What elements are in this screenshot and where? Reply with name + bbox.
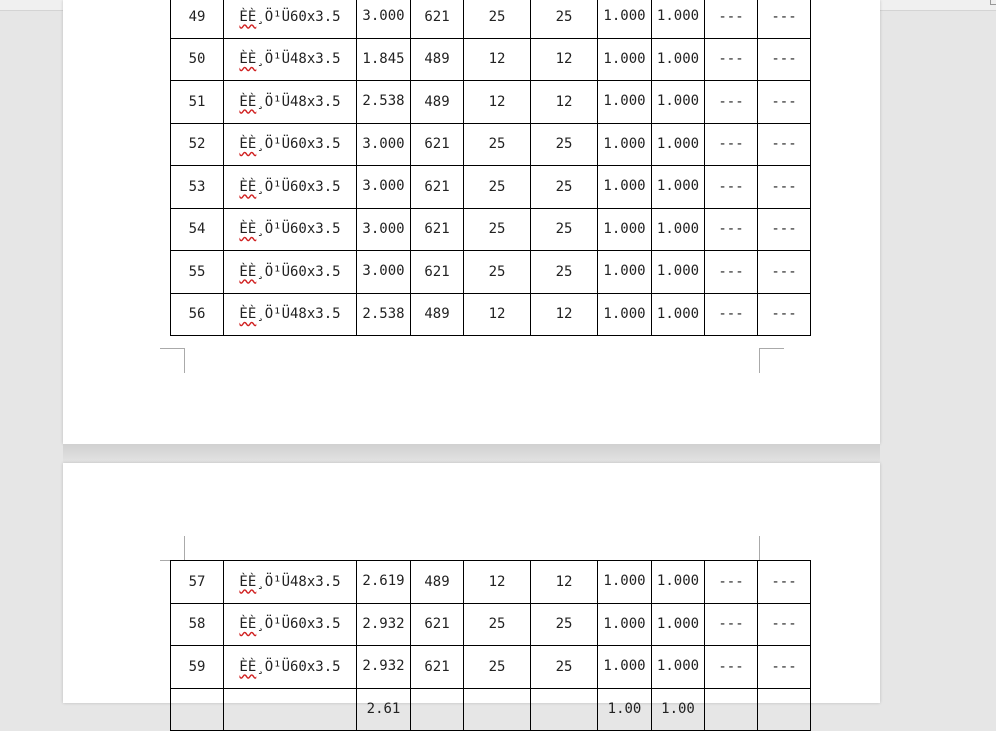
weight-cell: 489 — [424, 573, 450, 590]
weight-cell: 621 — [424, 8, 450, 25]
row-number-cell: 55 — [188, 263, 206, 280]
empty-value-cell: --- — [771, 306, 797, 323]
member-type-prefix: ÈÈ — [239, 8, 257, 25]
member-type-prefix: ÈÈ — [239, 263, 257, 280]
factor-cell: 1.000 — [656, 220, 700, 237]
length-cell: 2.61 — [366, 700, 401, 717]
section-cell: 25 — [488, 263, 506, 280]
row-number-cell: 57 — [188, 573, 206, 590]
crop-mark — [759, 536, 784, 561]
section-cell: 12 — [488, 51, 506, 68]
section-cell: 12 — [555, 93, 573, 110]
member-type-spec: ¸Ö¹Ü60x3.5 — [256, 136, 341, 153]
section-cell: 25 — [555, 616, 573, 633]
section-cell: 25 — [555, 136, 573, 153]
empty-value-cell: --- — [718, 136, 744, 153]
empty-value-cell: --- — [718, 306, 744, 323]
factor-cell: 1.000 — [603, 615, 646, 632]
section-cell: 25 — [555, 178, 573, 195]
factor-cell: 1.000 — [603, 263, 646, 280]
factor-cell: 1.000 — [603, 93, 646, 110]
member-type-cell — [224, 81, 357, 124]
length-cell: 3.000 — [362, 8, 405, 25]
empty-value-cell: --- — [718, 51, 744, 68]
weight-cell: 489 — [424, 93, 450, 110]
weight-cell: 621 — [424, 178, 450, 195]
weight-cell: 621 — [424, 658, 450, 675]
empty-value-cell: --- — [771, 573, 797, 590]
table-row — [171, 81, 811, 124]
member-type-prefix: ÈÈ — [239, 51, 257, 68]
document-page[interactable] — [63, 463, 880, 717]
section-cell: 12 — [488, 93, 506, 110]
row-number-cell: 54 — [188, 221, 206, 238]
empty-value-cell: --- — [771, 263, 797, 280]
crop-mark — [759, 348, 784, 373]
factor-cell: 1.000 — [603, 135, 646, 152]
empty-value-cell: --- — [771, 51, 797, 68]
factor-cell: 1.000 — [656, 305, 700, 322]
length-cell: 3.000 — [362, 220, 405, 237]
section-cell: 25 — [555, 8, 573, 25]
factor-cell: 1.000 — [603, 658, 646, 675]
table-row — [171, 293, 811, 336]
member-type-cell — [224, 561, 357, 604]
table-row — [171, 208, 811, 251]
empty-value-cell: --- — [771, 136, 797, 153]
empty-value-cell: --- — [718, 616, 744, 633]
member-type-prefix: ÈÈ — [239, 573, 257, 590]
row-number-cell: 56 — [188, 306, 206, 323]
table-row — [171, 166, 811, 209]
table-row — [171, 123, 811, 166]
section-cell: 25 — [488, 8, 506, 25]
section-cell: 25 — [555, 263, 573, 280]
table-row — [171, 38, 811, 81]
length-cell: 2.932 — [362, 615, 405, 632]
member-type-prefix: ÈÈ — [239, 178, 257, 195]
weight-cell: 489 — [424, 306, 450, 323]
length-cell: 2.538 — [362, 305, 405, 322]
row-number-cell: 53 — [188, 178, 206, 195]
table-row — [171, 561, 811, 604]
member-type-cell — [224, 293, 357, 336]
factor-cell: 1.000 — [603, 8, 646, 25]
page-separator — [63, 444, 880, 463]
factor-cell: 1.00 — [661, 700, 695, 717]
factor-cell: 1.000 — [603, 573, 646, 590]
section-cell: 25 — [488, 178, 506, 195]
member-type-prefix: ÈÈ — [239, 221, 257, 238]
empty-value-cell: --- — [718, 263, 744, 280]
empty-value-cell: --- — [718, 178, 744, 195]
weight-cell: 621 — [424, 616, 450, 633]
member-type-spec: ¸Ö¹Ü60x3.5 — [256, 8, 341, 25]
crop-mark — [160, 536, 185, 561]
row-number-cell: 49 — [188, 8, 206, 25]
empty-value-cell: --- — [771, 93, 797, 110]
section-cell: 25 — [488, 221, 506, 238]
weight-cell: 621 — [424, 263, 450, 280]
row-number-cell: 59 — [188, 658, 206, 675]
weight-cell: 489 — [424, 51, 450, 68]
section-cell: 25 — [555, 658, 573, 675]
ruler-marker — [990, 0, 996, 5]
length-cell: 3.000 — [362, 178, 405, 195]
factor-cell: 1.000 — [656, 50, 700, 67]
member-type-spec: ¸Ö¹Ü60x3.5 — [256, 178, 341, 195]
factor-cell: 1.000 — [603, 178, 646, 195]
member-type-prefix: ÈÈ — [239, 306, 257, 323]
weight-cell: 621 — [424, 221, 450, 238]
member-type-cell — [224, 0, 357, 38]
member-type-spec: ¸Ö¹Ü60x3.5 — [256, 221, 341, 238]
member-type-spec: ¸Ö¹Ü48x3.5 — [256, 573, 341, 590]
member-type-prefix: ÈÈ — [239, 93, 257, 110]
factor-cell: 1.000 — [603, 50, 646, 67]
member-type-prefix: ÈÈ — [239, 136, 257, 153]
empty-value-cell: --- — [771, 616, 797, 633]
factor-cell: 1.000 — [603, 220, 646, 237]
data-table — [170, 560, 811, 731]
empty-value-cell: --- — [718, 658, 744, 675]
section-cell: 12 — [555, 306, 573, 323]
section-cell: 12 — [488, 306, 506, 323]
factor-cell: 1.00 — [607, 700, 642, 717]
section-cell: 12 — [488, 573, 506, 590]
table-row — [171, 646, 811, 689]
length-cell: 1.845 — [362, 50, 405, 67]
empty-value-cell: --- — [718, 8, 744, 25]
member-type-spec: ¸Ö¹Ü60x3.5 — [256, 616, 341, 633]
member-type-prefix: ÈÈ — [239, 616, 257, 633]
section-cell: 12 — [555, 573, 573, 590]
section-cell: 25 — [488, 658, 506, 675]
empty-value-cell: --- — [771, 8, 797, 25]
length-cell: 3.000 — [362, 263, 405, 280]
factor-cell: 1.000 — [656, 93, 700, 110]
member-type-cell — [224, 123, 357, 166]
empty-value-cell: --- — [771, 658, 797, 675]
section-cell: 25 — [488, 616, 506, 633]
member-type-prefix: ÈÈ — [239, 658, 257, 675]
weight-cell: 621 — [424, 136, 450, 153]
crop-mark — [160, 348, 185, 373]
empty-value-cell: --- — [771, 178, 797, 195]
section-cell: 25 — [488, 136, 506, 153]
empty-value-cell: --- — [718, 93, 744, 110]
row-number-cell: 50 — [188, 51, 206, 68]
factor-cell: 1.000 — [656, 573, 700, 590]
section-cell: 25 — [555, 221, 573, 238]
member-type-spec: ¸Ö¹Ü48x3.5 — [256, 51, 341, 68]
table-row — [171, 251, 811, 294]
member-type-cell — [224, 646, 357, 689]
factor-cell: 1.000 — [603, 305, 646, 322]
factor-cell: 1.000 — [656, 178, 700, 195]
empty-value-cell: --- — [718, 573, 744, 590]
empty-value-cell: --- — [771, 221, 797, 238]
length-cell: 2.619 — [362, 573, 405, 590]
member-type-cell — [224, 38, 357, 81]
member-type-spec: ¸Ö¹Ü60x3.5 — [256, 263, 341, 280]
row-number-cell: 52 — [188, 136, 206, 153]
member-type-cell — [224, 603, 357, 646]
table-row — [171, 0, 811, 38]
row-number-cell: 51 — [188, 93, 206, 110]
length-cell: 2.932 — [362, 658, 405, 675]
data-table — [170, 0, 811, 336]
member-type-cell — [224, 208, 357, 251]
factor-cell: 1.000 — [656, 8, 700, 25]
member-type-cell — [224, 166, 357, 209]
factor-cell: 1.000 — [656, 135, 700, 152]
empty-value-cell: --- — [718, 221, 744, 238]
table-row — [171, 688, 811, 731]
table-row — [171, 603, 811, 646]
section-cell: 12 — [555, 51, 573, 68]
length-cell: 2.538 — [362, 93, 405, 110]
member-type-spec: ¸Ö¹Ü48x3.5 — [256, 306, 341, 323]
factor-cell: 1.000 — [656, 263, 700, 280]
row-number-cell: 58 — [188, 616, 206, 633]
length-cell: 3.000 — [362, 135, 405, 152]
member-type-spec: ¸Ö¹Ü60x3.5 — [256, 658, 341, 675]
member-type-cell — [224, 688, 357, 731]
document-page[interactable] — [63, 0, 880, 444]
member-type-spec: ¸Ö¹Ü48x3.5 — [256, 93, 341, 110]
factor-cell: 1.000 — [656, 658, 700, 675]
factor-cell: 1.000 — [656, 615, 700, 632]
member-type-cell — [224, 251, 357, 294]
